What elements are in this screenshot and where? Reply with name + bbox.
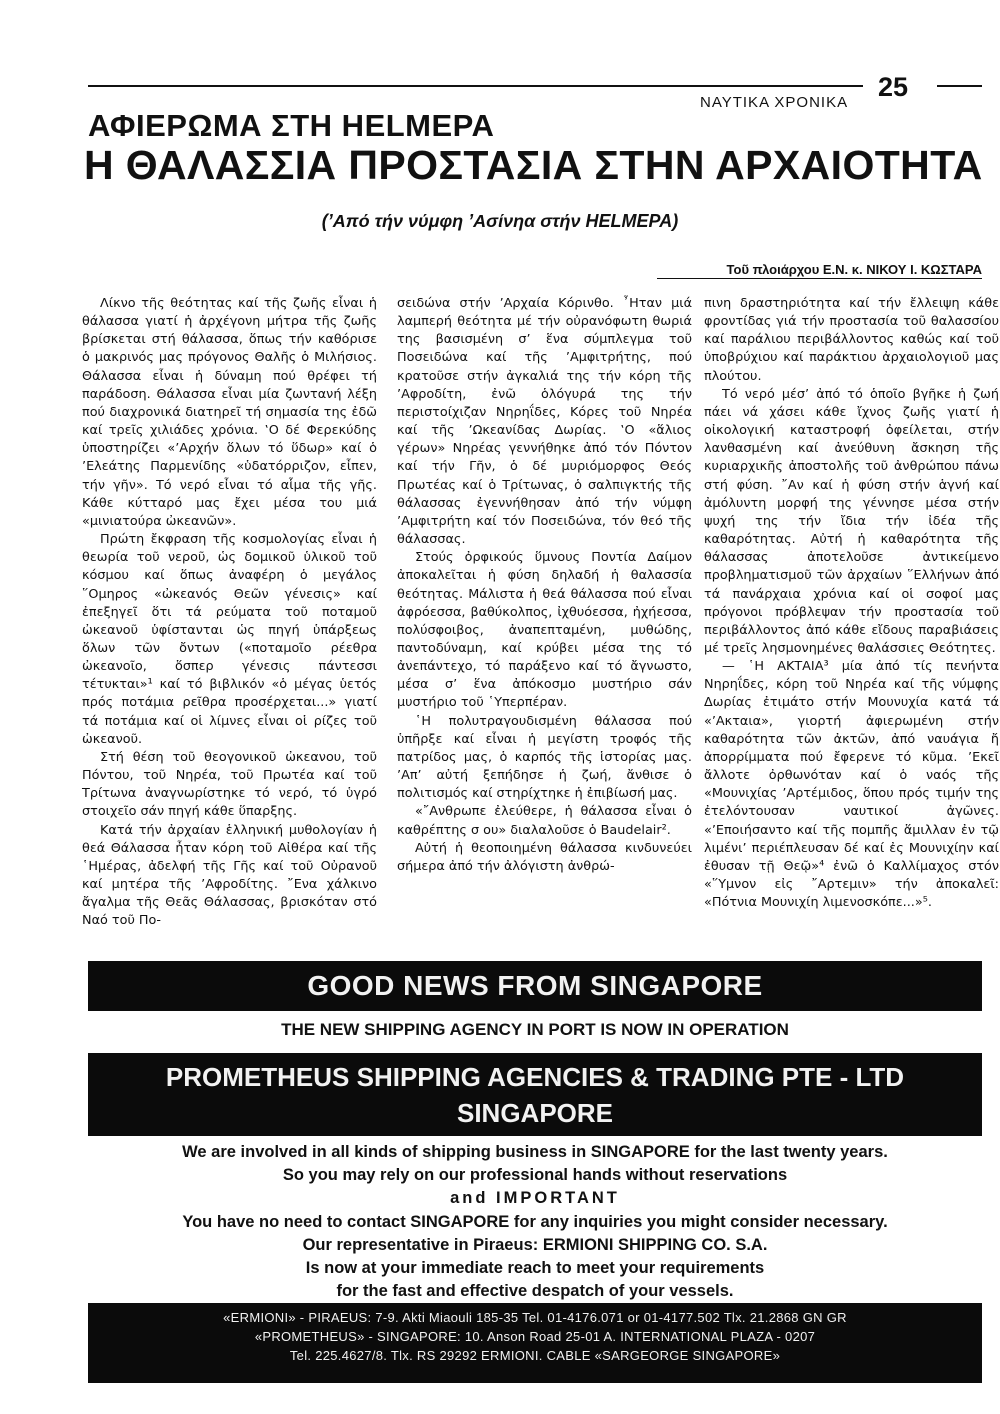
article-kicker: ΑΦΙΕΡΩΜΑ ΣΤΗ HELMEPA [88, 108, 495, 143]
advert-company-banner [88, 1053, 982, 1136]
paragraph: Πρώτη ἔκφραση τῆς κοσμολογίας εἶναι ἡ θεωρία τοῦ νεροῦ, ὡς δομικοῦ ὑλικοῦ τοῦ κόσμου καί ὅπως ἀναφέρη ὁ μεγάλος ῞Ομηρος «ὠκεανός Θεῶν γένεσις» καί ἐπεξηγεῖ ὅτι τά ρεύματα τοῦ ποταμοῦ ὠκεανοῦ ὑφίστανται ὡς πηγή ὑπάρξεως ὅλων τῶν ὄντων («ποταμοῖο ρέεθρα ὠκεανοῖο, ὅσπερ γένεσις πάντεσσι τέτυκται»¹ καί τό βιβλικόν «ὁ μέγας ὑετός πρός ποτάμια ρεῖθρα προσέρχεται...» γιατί τά ποτάμια καί οἱ λίμνες εἶναι οἱ ρίζες τοῦ ὠκεανοῦ. [82, 532, 377, 747]
contact-line: «PROMETHEUS» - SINGAPORE: 10. Anson Road 25-01 A. INTERNATIONAL PLAZA - 0207 [254, 1329, 816, 1344]
contact-line: Tel. 225.4627/8. Tlx. RS 29292 ERMIONI. CABLE «SARGEORGE SINGAPORE» [289, 1348, 781, 1363]
article-byline: Τοῦ πλοιάρχου Ε.Ν. κ. ΝΙΚΟΥ Ι. ΚΩΣΤΑΡΑ [726, 262, 982, 277]
byline-rule [657, 278, 982, 279]
paragraph: Λίκνο τῆς θεότητας καί τῆς ζωῆς εἶναι ἡ θάλασσα γιατί ἡ ἀρχέγονη μήτρα τῆς ζωῆς βρίσκεται στή θάλασσα, ὅπως τήν καθόρισε ὁ μακρινός μας πρόγονος Θαλῆς ὁ Μιλήσιος. Θάλασσα εἶναι ἡ δύναμη πού θρέφει τή παράδοση. Θάλασσα εἶναι μία ζωντανή λέξη πού διαχρονικά διατηρεῖ τή σημασία της ἐδῶ καί τρεῖς χιλιάδες χρόνια. ‛Ο δέ Φερεκύδης ὑποστηρίζει «’Αρχήν ὅλων τό ὕδωρ» καί ὁ ’Ελεάτης Παρμενίδης «ὑδατόρριζον, εἶπεν, τήν γῆν». Τό νερό εἶναι τό αἷμα τῆς γῆς. Κάθε κύτταρό μας ἔχει μέσα του μιά «μινιατούρα ὠκεανῶν». [82, 296, 377, 529]
advert-tagline: THE NEW SHIPPING AGENCY IN PORT IS NOW IN OPERATION [281, 1020, 789, 1039]
header-rule-right [937, 85, 982, 87]
article-subtitle: (’Από τήν νύμφη ’Ασίνηα στήν HELMEPA) [321, 211, 679, 231]
paragraph: Αὐτή ἡ θεοποιημένη θάλασσα κινδυνεύει σήμερα ἀπό τήν ἀλόγιστη ἀνθρώ- [397, 840, 692, 874]
article-title: Η ΘΑΛΑΣΣΙΑ ΠΡΟΣΤΑΣΙΑ ΣΤΗΝ ΑΡΧΑΙΟΤΗΤΑ [84, 142, 983, 188]
advert-contacts-banner [88, 1303, 982, 1383]
company-name: PROMETHEUS SHIPPING AGENCIES & TRADING PTE - LTD [165, 1062, 905, 1092]
advert-line-important: and IMPORTANT [450, 1189, 620, 1208]
company-location: SINGAPORE [456, 1098, 614, 1128]
header-rule [88, 85, 863, 87]
page-number: 25 [878, 72, 909, 102]
advert-line: Is now at your immediate reach to meet your requirements [305, 1259, 765, 1278]
paragraph: Στούς ὀρφικούς ὕμνους Ποντία Δαίμον ἀποκαλεῖται ἡ φύση δηλαδή ἡ θαλασσία θεότητας. Μάλιστα ἡ θεά θάλασσα πού εἶναι ἀφρόεσσα, βαθύκολπος, ἰχθυόεσσα, ἠχήεσσα, πολύσφοιβος, ἀναπεπταμένη, μυθώδης, παντοδύναμη, καί κρύβει μέσα της τό ἀνεπάντεχο, τό παράξενο καί τό ἄγνωστο, μέσα σ’ ἕνα ἀπόκοσμο μυστήριο σάν μυστήριο τοῦ ῾Υπερπέραν. [397, 550, 692, 711]
paragraph: ῾Η πολυτραγουδισμένη θάλασσα πού ὑπῆρξε καί εἶναι ἡ μεγίστη τροφός τῆς πατρίδος μας, ὁ καρπός τῆς ἱστορίας μας. ’Απ’ αὐτή ξεπήδησε ἡ ζωή, ἄνθισε ὁ πολιτισμός καί στηρίχτηκε ἡ ἐπιβίωσή μας. [397, 713, 692, 802]
advert-body [88, 1141, 982, 1303]
paragraph: Στή θέση τοῦ θεογονικοῦ ὠκεανου, τοῦ Πόντου, τοῦ Νηρέα, τοῦ Πρωτέα καί τοῦ Τρίτωνα ἀναγνωρίστηκε τό νερό, τό ὑγρό στοιχεῖο σάν πηγή κάθε ὕπαρξης. [82, 749, 377, 820]
advert-banner-title: GOOD NEWS FROM SINGAPORE [88, 961, 982, 1011]
advert-line: So you may rely on our professional hands without reservations [282, 1166, 788, 1185]
paragraph: πινη δραστηριότητα καί τήν ἔλλειψη κάθε φροντίδας γιά τήν προστασία τοῦ θαλασσίου καί παράλιου περιβάλλοντος καθώς καί τοῦ ὑποβρύχιου καί παράκτιου ἀρχαιολογιοῦ μας πλούτου. [704, 296, 999, 384]
paragraph: Τό νερό μέσ’ ἀπό τό ὁποῖο βγῆκε ἡ ζωή πάει νά χάσει κάθε ἴχνος ζωῆς γιατί ἡ οἰκολογική καταστροφή ὀφείλεται, στήν λανθασμένη καί ἀνεύθυνη ἄσκηση τῆς κυριαρχικῆς ἀποστολῆς τοῦ ἀνθρώπου πάνω στή φύση. ῎Αν καί ἡ φύση στήν ἁγνή καί ἀμόλυντη μορφή της γέννησε μέσα στήν ψυχή της τήν ἴδια τήν ἰδέα τῆς καθαρότητας. Αὐτή ἡ καθαρότητα τῆς θάλασσας ἀποτελοῦσε ἀντικείμενο προβληματισμοῦ τῶν ἀρχαίων ῞Ελλήνων ἀπό τά πανάρχαια χρόνια καί οἱ σοφοί μας πρόγονοι πρόβλεψαν τήν προστασία τοῦ περιβάλλοντος ἀπό κάθε εἴδους παραβιάσεις μέ τρεῖς λησμονημένες θαλάσσιες Θεότητες. [704, 386, 999, 656]
contact-line: «ERMIONI» - PIRAEUS: 7-9. Akti Miaouli 185-35 Tel. 01-4176.071 or 01-4177.502 Tlx. 21.2868 GN GR [223, 1310, 847, 1325]
paragraph: Κατά τήν ἀρχαίαν ἑλληνική μυθολογίαν ἡ θεά Θάλασσα ἦταν κόρη τοῦ Αἰθέρα καί τῆς ῾Ημέρας, ἀδελφή τῆς Γῆς καί τοῦ Οὐρανοῦ καί μητέρα τῆς ’Αφροδίτης. ῎Ενα χάλκινο ἄγαλμα τῆς Θεᾶς Θάλασσας, βρισκόταν στό Ναό τοῦ Πο- [82, 822, 377, 929]
paragraph: σειδώνα στήν ’Αρχαία Κόρινθο. ῏Ηταν μιά λαμπερή θεότητα μέ τήν οὐρανόφωτη θωριά της βασισμένη σ’ ἕνα σύμπλεγμα τοῦ Ποσειδώνα καί τῆς ’Αμφιτρήτης, πού κρατοῦσε στήν ἀγκαλιά της τήν κόρη τῆς ’Αφροδίτη, ἐνῶ ὁλόγυρά της τήν περιστοίχιζαν Νηρηΐδες, Κόρες τοῦ Νηρέα καί τῆς ’Ωκεανίδας Δωρίας. ‛Ο «ἅλιος γέρων» Νηρέας γεννήθηκε ἀπό τόν Πόντον καί τήν Γῆν, ὁ δέ μυριόμορφος Θεός Πρωτέας καί ὁ Τρίτωνας, ὁ σαλπιγκτής τῆς θάλασσας ἐγεννήθησαν ἀπό τήν νύμφη ’Αμφιτρήτη καί τόν Ποσειδώνα, τόν θεό τῆς θάλασσας. [397, 296, 692, 548]
article-column-3 [704, 295, 999, 912]
advert-line: Our representative in Piraeus: ERMIONI SHIPPING CO. S.A. [302, 1235, 768, 1254]
article-column-1 [82, 295, 377, 930]
advert-line: We are involved in all kinds of shipping business in SINGAPORE for the last twenty years. [182, 1143, 888, 1161]
running-head: ΝΑΥΤΙΚΑ ΧΡΟΝΙΚΑ [700, 94, 849, 111]
paragraph: «῎Ανθρωπε ἐλεύθερε, ἡ θάλασσα εἶναι ὁ καθρέπτης σ ου» διαλαλοῦσε ὁ Baudelair². [397, 804, 692, 838]
advert-line: You have no need to contact SINGAPORE for any inquiries you might consider necessary. [182, 1212, 888, 1231]
article-column-2 [397, 295, 692, 876]
advert-line: for the fast and effective despatch of your vessels. [336, 1282, 734, 1301]
paragraph: — ῾Η ΑΚΤΑΙΑ³ μία ἀπό τίς πενήντα Νηρηΐδες, κόρη τοῦ Νηρέα καί τῆς νύμφης Δωρίας ἐτιμάτο στήν Μουνυχία κατά τά «’Ακταια», γιορτή ἀφιερωμένη στήν καθαρότητα τῶν ἀκτῶν, ἀπό ναυάγια ἤ ἀπορρίμματα πού ἔφερενε τό κῦμα. ’Εκεῖ ἄλλοτε ὀρθωνόταν καί ὁ ναός τῆς «Μουνιχίας ’Αρτέμιδος, ὅπου πρός τιμήν της ἐτελόντουσαν ναυτικοί ἀγῶνες. «’Εποιήσαντο καί τῆς πομπῆς ἅμιλλαν ἐν τῷ λιμένι’ περιέπλευσαν δέ καί ἐς Μουνιχίην καί ἐθυσαν τῇ Θεῷ»⁴ ἐνῶ ὁ Καλλίμαχος στόν «῞Υμνον εἰς ῎Αρτεμιν» τήν ἀποκαλεῖ: «Πότνια Μουνιχίη λιμενοσκόπε...»⁵. [704, 659, 999, 911]
